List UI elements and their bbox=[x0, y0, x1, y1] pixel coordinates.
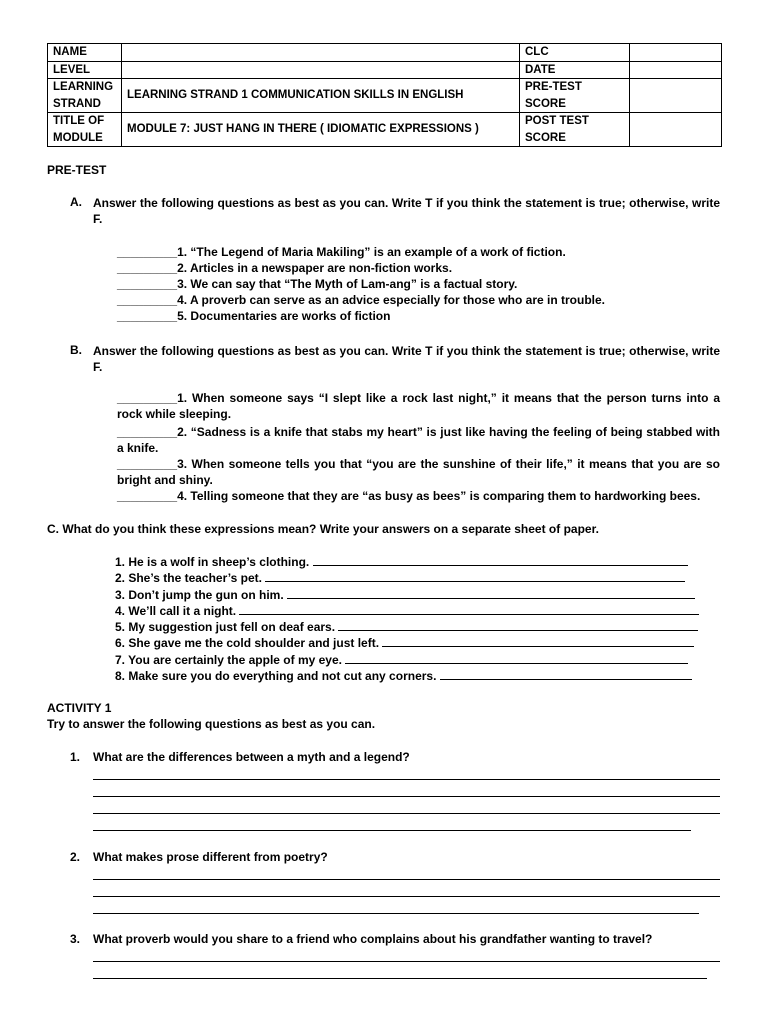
question-text: What are the differences between a myth and a legend? bbox=[93, 750, 410, 764]
header-row-name bbox=[48, 44, 722, 62]
pretest-label-line-2: SCORE bbox=[525, 97, 566, 110]
section-c-instruction: C. What do you think these expressions mean? Write your answers on a separate sheet of paper. bbox=[47, 522, 599, 536]
question-number: 3. bbox=[70, 932, 81, 946]
posttest-score-field[interactable] bbox=[630, 113, 722, 147]
question-text: What makes prose different from poetry? bbox=[93, 850, 328, 864]
question-number: 1. bbox=[70, 750, 81, 764]
answer-line[interactable] bbox=[93, 978, 707, 979]
answer-line[interactable] bbox=[93, 796, 720, 797]
clc-field[interactable] bbox=[630, 44, 722, 62]
section-c-item[interactable] bbox=[115, 587, 695, 603]
section-c-item-text: 6. She gave me the cold shoulder and just left. bbox=[115, 636, 380, 650]
level-label: LEVEL bbox=[48, 61, 122, 79]
pretest-label bbox=[520, 79, 630, 113]
section-a-item[interactable]: _________1. “The Legend of Maria Makiling” is an example of a work of fiction. bbox=[117, 245, 566, 259]
answer-line[interactable] bbox=[93, 879, 720, 880]
answer-line[interactable] bbox=[93, 813, 720, 814]
section-c-item[interactable] bbox=[115, 554, 688, 570]
section-b-item[interactable]: _________2. “Sadness is a knife that stabs my heart” is just like having the feeling of being stabbed with a knife. bbox=[117, 425, 720, 455]
answer-line[interactable] bbox=[313, 554, 688, 566]
question-text: What proverb would you share to a friend who complains about his grandfather wanting to travel? bbox=[93, 932, 653, 946]
answer-line[interactable] bbox=[93, 961, 720, 962]
strand-label-line-2: STRAND bbox=[53, 97, 101, 110]
module-label-line-2: MODULE bbox=[53, 131, 103, 144]
section-c-item-text: 4. We’ll call it a night. bbox=[115, 604, 237, 618]
header-row-level bbox=[48, 61, 722, 79]
answer-line[interactable] bbox=[93, 779, 720, 780]
section-b-item[interactable]: _________4. Telling someone that they are “as busy as bees” is comparing them to hardworking bees. bbox=[117, 489, 701, 503]
section-c-item-text: 3. Don’t jump the gun on him. bbox=[115, 588, 284, 602]
strand-label-line-1: LEARNING bbox=[53, 81, 114, 93]
name-field[interactable] bbox=[122, 44, 520, 62]
activity-heading: ACTIVITY 1 bbox=[47, 701, 112, 715]
posttest-label bbox=[520, 113, 630, 147]
section-a-item[interactable]: _________2. Articles in a newspaper are non-fiction works. bbox=[117, 261, 453, 275]
activity-instruction: Try to answer the following questions as best as you can. bbox=[47, 717, 376, 731]
posttest-label-line-1: POST TEST bbox=[525, 115, 589, 127]
section-c-item[interactable] bbox=[115, 652, 688, 668]
module-label-line-1: TITLE OF bbox=[53, 115, 105, 127]
section-c-item-text: 7. You are certainly the apple of my eye. bbox=[115, 653, 342, 667]
question-number: 2. bbox=[70, 850, 81, 864]
header-row-module bbox=[48, 113, 722, 147]
answer-line[interactable] bbox=[345, 652, 688, 664]
section-c-item-text: 1. He is a wolf in sheep’s clothing. bbox=[115, 555, 310, 569]
section-a-item[interactable]: _________4. A proverb can serve as an advice especially for those who are in trouble. bbox=[117, 293, 606, 307]
section-c-item-text: 2. She’s the teacher’s pet. bbox=[115, 571, 262, 585]
module-label bbox=[48, 113, 122, 147]
section-a-item[interactable]: _________3. We can say that “The Myth of Lam-ang” is a factual story. bbox=[117, 277, 518, 291]
strand-value: LEARNING STRAND 1 COMMUNICATION SKILLS IN ENGLISH bbox=[122, 79, 520, 113]
section-c-item-text: 8. Make sure you do everything and not cut any corners. bbox=[115, 669, 437, 683]
section-c-item-text: 5. My suggestion just fell on deaf ears. bbox=[115, 620, 336, 634]
section-b-item[interactable]: _________1. When someone says “I slept like a rock last night,” it means that the person turns into a rock while sleeping. bbox=[117, 391, 720, 421]
pretest-score-field[interactable] bbox=[630, 79, 722, 113]
name-label: NAME bbox=[48, 44, 122, 62]
section-b-instruction: Answer the following questions as best as you can. Write T if you think the statement is true; otherwise, write F. bbox=[93, 344, 720, 374]
header-table bbox=[47, 43, 722, 147]
answer-line[interactable] bbox=[338, 619, 698, 631]
pretest-label-line-1: PRE-TEST bbox=[525, 81, 582, 93]
answer-line[interactable] bbox=[440, 668, 692, 680]
answer-line[interactable] bbox=[382, 635, 694, 647]
answer-line[interactable] bbox=[93, 896, 720, 897]
section-c-item[interactable] bbox=[115, 603, 699, 619]
section-a-letter: A. bbox=[70, 195, 82, 209]
answer-line[interactable] bbox=[93, 913, 699, 914]
level-field[interactable] bbox=[122, 61, 520, 79]
answer-line[interactable] bbox=[265, 570, 685, 582]
posttest-label-line-2: SCORE bbox=[525, 131, 566, 144]
answer-line[interactable] bbox=[239, 603, 699, 615]
section-c-item[interactable] bbox=[115, 619, 698, 635]
date-field[interactable] bbox=[630, 61, 722, 79]
date-label: DATE bbox=[520, 61, 630, 79]
section-a-instruction: Answer the following questions as best as you can. Write T if you think the statement is true; otherwise, write F. bbox=[93, 196, 720, 226]
section-b-letter: B. bbox=[70, 343, 82, 357]
section-a-item[interactable]: _________5. Documentaries are works of fiction bbox=[117, 309, 391, 323]
answer-line[interactable] bbox=[93, 830, 691, 831]
section-c-item[interactable] bbox=[115, 570, 685, 586]
header-row-strand bbox=[48, 79, 722, 113]
clc-label: CLC bbox=[520, 44, 630, 62]
strand-label bbox=[48, 79, 122, 113]
answer-line[interactable] bbox=[287, 587, 695, 599]
section-b-item[interactable]: _________3. When someone tells you that “you are the sunshine of their life,” it means that you are so bright and shiny. bbox=[117, 457, 720, 487]
section-c-item[interactable] bbox=[115, 668, 692, 684]
module-value: MODULE 7: JUST HANG IN THERE ( IDIOMATIC EXPRESSIONS ) bbox=[122, 113, 520, 147]
section-c-item[interactable] bbox=[115, 635, 694, 651]
pretest-heading: PRE-TEST bbox=[47, 163, 107, 177]
